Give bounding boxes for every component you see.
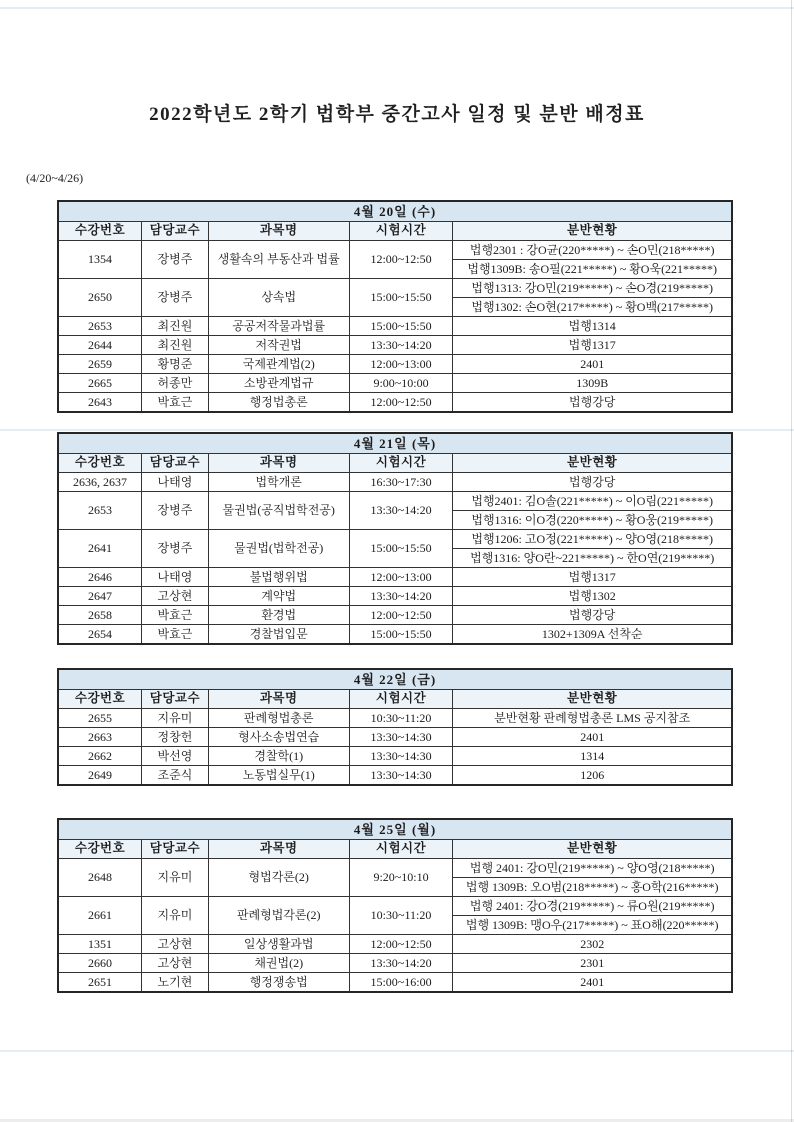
col-header-sections: 분반현황: [453, 840, 732, 859]
section-cell: 2301: [453, 954, 732, 973]
course-row: [58, 897, 732, 916]
col-header-subject: 과목명: [208, 690, 349, 709]
professor-cell: 조준식: [142, 766, 209, 786]
code-cell: 2654: [58, 625, 142, 645]
col-header-professor: 담당교수: [142, 454, 209, 473]
course-row: [58, 587, 732, 606]
subject-cell: 법학개론: [208, 473, 349, 492]
course-row: [58, 279, 732, 298]
day-table-head: [58, 201, 732, 241]
col-header-subject: 과목명: [208, 840, 349, 859]
date-header: 4월 25일 (월): [58, 819, 732, 840]
subject-cell: 물권법(법학전공): [208, 530, 349, 568]
professor-cell: 지유미: [142, 859, 209, 897]
course-row: [58, 728, 732, 747]
subject-cell: 노동법실무(1): [208, 766, 349, 786]
professor-cell: 황명준: [142, 355, 209, 374]
code-cell: 2648: [58, 859, 142, 897]
professor-cell: 지유미: [142, 709, 209, 728]
day-table-body: [58, 241, 732, 413]
professor-cell: 박효근: [142, 393, 209, 413]
date-header-row: [58, 819, 732, 840]
day-table-head: [58, 819, 732, 859]
time-cell: 15:00~15:50: [349, 625, 453, 645]
course-row: [58, 747, 732, 766]
professor-cell: 고상현: [142, 935, 209, 954]
col-header-time: 시험시간: [349, 840, 453, 859]
section-cell: 법행강당: [453, 393, 732, 413]
subject-cell: 경찰학(1): [208, 747, 349, 766]
code-cell: 2658: [58, 606, 142, 625]
time-cell: 16:30~17:30: [349, 473, 453, 492]
subject-cell: 상속법: [208, 279, 349, 317]
col-header-professor: 담당교수: [142, 690, 209, 709]
course-row: [58, 473, 732, 492]
day-table: [57, 668, 733, 786]
col-header-code: 수강번호: [58, 840, 142, 859]
professor-cell: 나태영: [142, 473, 209, 492]
code-cell: 2662: [58, 747, 142, 766]
time-cell: 13:30~14:20: [349, 492, 453, 530]
professor-cell: 최진원: [142, 336, 209, 355]
professor-cell: 박효근: [142, 625, 209, 645]
time-cell: 12:00~13:00: [349, 355, 453, 374]
professor-cell: 정창헌: [142, 728, 209, 747]
course-row: [58, 954, 732, 973]
date-range-label: (4/20~4/26): [26, 171, 84, 185]
code-cell: 2643: [58, 393, 142, 413]
professor-cell: 나태영: [142, 568, 209, 587]
course-row: [58, 241, 732, 260]
code-cell: 2660: [58, 954, 142, 973]
time-cell: 13:30~14:30: [349, 766, 453, 786]
course-row: [58, 709, 732, 728]
section-cell: 법행1302: [453, 587, 732, 606]
subject-cell: 형법각론(2): [208, 859, 349, 897]
day-table-head: [58, 433, 732, 473]
subject-cell: 물권법(공직법학전공): [208, 492, 349, 530]
column-header-row: [58, 840, 732, 859]
course-row: [58, 393, 732, 413]
date-header: 4월 20일 (수): [58, 201, 732, 222]
code-cell: 2636, 2637: [58, 473, 142, 492]
col-header-code: 수강번호: [58, 690, 142, 709]
course-row: [58, 355, 732, 374]
subject-cell: 생활속의 부동산과 법률: [208, 241, 349, 279]
code-cell: 1354: [58, 241, 142, 279]
subject-cell: 계약법: [208, 587, 349, 606]
col-header-professor: 담당교수: [142, 222, 209, 241]
course-row: [58, 374, 732, 393]
time-cell: 10:30~11:20: [349, 709, 453, 728]
subject-cell: 형사소송법연습: [208, 728, 349, 747]
scan-artifact-line: [0, 1050, 794, 1052]
course-row: [58, 859, 732, 878]
time-cell: 12:00~12:50: [349, 393, 453, 413]
time-cell: 13:30~14:20: [349, 587, 453, 606]
day-table-head: [58, 669, 732, 709]
section-cell: 법행 1309B: 오O범(218*****) ~ 홍O학(216*****): [453, 878, 732, 897]
subject-cell: 행정쟁송법: [208, 973, 349, 993]
section-cell: 2401: [453, 355, 732, 374]
code-cell: 2665: [58, 374, 142, 393]
code-cell: 2655: [58, 709, 142, 728]
subject-cell: 일상생활과법: [208, 935, 349, 954]
professor-cell: 박효근: [142, 606, 209, 625]
section-cell: 2302: [453, 935, 732, 954]
section-cell: 1314: [453, 747, 732, 766]
course-row: [58, 568, 732, 587]
course-row: [58, 625, 732, 645]
subject-cell: 환경법: [208, 606, 349, 625]
code-cell: 2653: [58, 317, 142, 336]
time-cell: 12:00~13:00: [349, 568, 453, 587]
subject-cell: 판례형법각론(2): [208, 897, 349, 935]
time-cell: 12:00~12:50: [349, 935, 453, 954]
time-cell: 13:30~14:20: [349, 336, 453, 355]
section-cell: 법행1314: [453, 317, 732, 336]
course-row: [58, 336, 732, 355]
code-cell: 2644: [58, 336, 142, 355]
code-cell: 2650: [58, 279, 142, 317]
day-table: [57, 818, 733, 993]
section-cell: 법행1313: 강O민(219*****) ~ 손O경(219*****): [453, 279, 732, 298]
section-cell: 법행강당: [453, 473, 732, 492]
col-header-time: 시험시간: [349, 690, 453, 709]
code-cell: 1351: [58, 935, 142, 954]
code-cell: 2659: [58, 355, 142, 374]
day-table: [57, 432, 733, 645]
professor-cell: 고상현: [142, 954, 209, 973]
subject-cell: 소방관계법규: [208, 374, 349, 393]
col-header-professor: 담당교수: [142, 840, 209, 859]
course-row: [58, 935, 732, 954]
course-row: [58, 317, 732, 336]
subject-cell: 경찰법입문: [208, 625, 349, 645]
section-cell: 법행1316: 이O경(220*****) ~ 황O웅(219*****): [453, 511, 732, 530]
section-cell: 법행1317: [453, 336, 732, 355]
time-cell: 15:00~15:50: [349, 530, 453, 568]
date-header-row: [58, 669, 732, 690]
subject-cell: 저작권법: [208, 336, 349, 355]
date-header-row: [58, 433, 732, 454]
col-header-sections: 분반현황: [453, 690, 732, 709]
professor-cell: 노기현: [142, 973, 209, 993]
professor-cell: 박선영: [142, 747, 209, 766]
time-cell: 12:00~12:50: [349, 606, 453, 625]
time-cell: 12:00~12:50: [349, 241, 453, 279]
date-header: 4월 22일 (금): [58, 669, 732, 690]
course-row: [58, 973, 732, 993]
section-cell: 법행 2401: 강O경(219*****) ~ 류O원(219*****): [453, 897, 732, 916]
code-cell: 2647: [58, 587, 142, 606]
day-table-body: [58, 859, 732, 993]
subject-cell: 불법행위법: [208, 568, 349, 587]
col-header-sections: 분반현황: [453, 222, 732, 241]
professor-cell: 지유미: [142, 897, 209, 935]
day-table-body: [58, 709, 732, 786]
professor-cell: 허종만: [142, 374, 209, 393]
section-cell: 1302+1309A 선착순: [453, 625, 732, 645]
professor-cell: 장병주: [142, 279, 209, 317]
code-cell: 2641: [58, 530, 142, 568]
section-cell: 법행1302: 손O현(217*****) ~ 황O백(217*****): [453, 298, 732, 317]
professor-cell: 장병주: [142, 530, 209, 568]
section-cell: 2401: [453, 973, 732, 993]
section-cell: 1206: [453, 766, 732, 786]
section-cell: 2401: [453, 728, 732, 747]
section-cell: 법행1206: 고O정(221*****) ~ 양O영(218*****): [453, 530, 732, 549]
scan-artifact-line: [0, 429, 794, 431]
subject-cell: 국제관계법(2): [208, 355, 349, 374]
subject-cell: 행정법총론: [208, 393, 349, 413]
section-cell: 법행 2401: 강O민(219*****) ~ 양O영(218*****): [453, 859, 732, 878]
time-cell: 15:00~15:50: [349, 317, 453, 336]
section-cell: 분반현황 판례형법총론 LMS 공지참조: [453, 709, 732, 728]
col-header-code: 수강번호: [58, 222, 142, 241]
scan-edge-shadow: [791, 0, 792, 1122]
column-header-row: [58, 690, 732, 709]
section-cell: 법행2301 : 강O균(220*****) ~ 손O민(218*****): [453, 241, 732, 260]
time-cell: 13:30~14:20: [349, 954, 453, 973]
professor-cell: 고상현: [142, 587, 209, 606]
day-table-body: [58, 473, 732, 645]
time-cell: 9:00~10:00: [349, 374, 453, 393]
page-title: 2022학년도 2학기 법학부 중간고사 일정 및 분반 배정표: [149, 104, 645, 125]
code-cell: 2663: [58, 728, 142, 747]
section-cell: 법행1317: [453, 568, 732, 587]
subject-cell: 공공저작물과법률: [208, 317, 349, 336]
col-header-time: 시험시간: [349, 454, 453, 473]
code-cell: 2653: [58, 492, 142, 530]
course-row: [58, 530, 732, 549]
scan-artifact-line: [0, 7, 794, 9]
section-cell: 법행1316: 양O란~221*****) ~ 한O연(219*****): [453, 549, 732, 568]
col-header-code: 수강번호: [58, 454, 142, 473]
date-header-row: [58, 201, 732, 222]
column-header-row: [58, 454, 732, 473]
time-cell: 15:00~15:50: [349, 279, 453, 317]
col-header-subject: 과목명: [208, 454, 349, 473]
section-cell: 법행강당: [453, 606, 732, 625]
time-cell: 10:30~11:20: [349, 897, 453, 935]
course-row: [58, 766, 732, 786]
subject-cell: 판례형법총론: [208, 709, 349, 728]
subject-cell: 채권법(2): [208, 954, 349, 973]
code-cell: 2646: [58, 568, 142, 587]
section-cell: 법행1309B: 송O필(221*****) ~ 황O욱(221*****): [453, 260, 732, 279]
code-cell: 2651: [58, 973, 142, 993]
day-table: [57, 200, 733, 413]
time-cell: 9:20~10:10: [349, 859, 453, 897]
section-cell: 1309B: [453, 374, 732, 393]
col-header-sections: 분반현황: [453, 454, 732, 473]
time-cell: 13:30~14:30: [349, 747, 453, 766]
time-cell: 15:00~16:00: [349, 973, 453, 993]
course-row: [58, 606, 732, 625]
section-cell: 법행2401: 김O솔(221*****) ~ 이O림(221*****): [453, 492, 732, 511]
professor-cell: 최진원: [142, 317, 209, 336]
section-cell: 법행 1309B: 맹O우(217*****) ~ 표O해(220*****): [453, 916, 732, 935]
professor-cell: 장병주: [142, 492, 209, 530]
professor-cell: 장병주: [142, 241, 209, 279]
code-cell: 2649: [58, 766, 142, 786]
column-header-row: [58, 222, 732, 241]
date-header: 4월 21일 (목): [58, 433, 732, 454]
time-cell: 13:30~14:30: [349, 728, 453, 747]
course-row: [58, 492, 732, 511]
col-header-subject: 과목명: [208, 222, 349, 241]
code-cell: 2661: [58, 897, 142, 935]
col-header-time: 시험시간: [349, 222, 453, 241]
